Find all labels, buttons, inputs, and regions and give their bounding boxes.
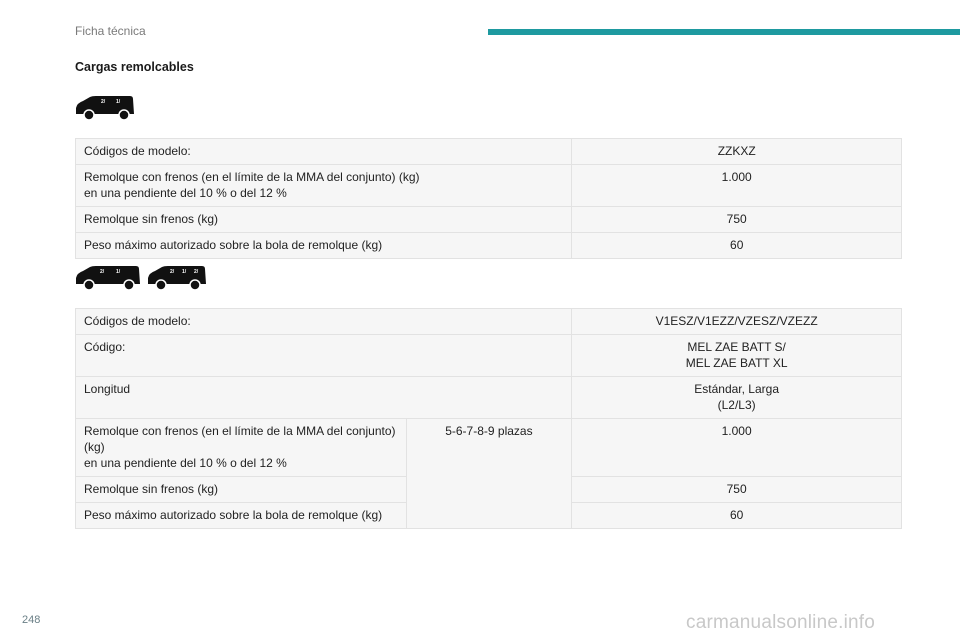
towing-table-2 [75,308,902,529]
row-value: 1.000 [572,165,902,207]
svg-text:2/: 2/ [170,269,175,275]
row-value: 60 [572,503,902,529]
value-line: MEL ZAE BATT XL [685,356,788,370]
section-header: Ficha técnica [75,24,146,38]
row-value [572,335,902,377]
value-line: Estándar, Larga [694,382,779,396]
label-line: en una pendiente del 10 % o del 12 % [84,456,287,470]
row-label: Códigos de modelo: [76,309,572,335]
page-title: Cargas remolcables [75,60,194,74]
row-value [572,377,902,419]
row-label [76,419,407,477]
row-label: Remolque sin frenos (kg) [76,477,407,503]
row-value: 60 [572,233,902,259]
label-line: (kg) [84,440,105,454]
value-line: MEL ZAE BATT S/ [687,340,786,354]
row-value: 750 [572,207,902,233]
row-label [76,165,572,207]
svg-text:1/: 1/ [116,99,121,105]
row-label: Remolque sin frenos (kg) [76,207,572,233]
table-row [76,335,902,377]
table-row [76,419,902,477]
row-value: V1ESZ/V1EZZ/VZESZ/VZEZZ [572,309,902,335]
svg-text:2/: 2/ [100,269,105,275]
label-line: en una pendiente del 10 % o del 12 % [84,186,287,200]
label-line: Remolque con frenos (en el límite de la MMA del conjunto) (kg) [84,170,420,184]
row-value: 750 [572,477,902,503]
value-line: (L2/L3) [717,398,756,412]
row-label: Peso máximo autorizado sobre la bola de remolque (kg) [76,503,407,529]
row-label: Código: [76,335,572,377]
table-row [76,233,902,259]
row-label: Longitud [76,377,572,419]
page-number: 248 [22,614,41,626]
van-icon [146,264,208,292]
row-value: 1.000 [572,419,902,477]
row-label: Códigos de modelo: [76,139,572,165]
table-row [76,165,902,207]
table-row [76,207,902,233]
towing-table-1 [75,138,902,259]
table-row [76,309,902,335]
row-label: Peso máximo autorizado sobre la bola de remolque (kg) [76,233,572,259]
svg-text:2/: 2/ [101,99,106,105]
seats-cell: 5-6-7-8-9 plazas [406,419,572,529]
label-line: Remolque con frenos (en el límite de la MMA del conjunto) [84,424,396,438]
table-row [76,377,902,419]
svg-text:2/: 2/ [194,269,199,275]
table-row [76,139,902,165]
svg-text:1/: 1/ [182,269,187,275]
van-icon [74,264,142,292]
svg-text:1/: 1/ [116,269,121,275]
header-accent-bar [488,29,960,35]
row-value: ZZKXZ [572,139,902,165]
watermark: carmanualsonline.info [686,612,876,633]
van-icon [74,94,136,122]
